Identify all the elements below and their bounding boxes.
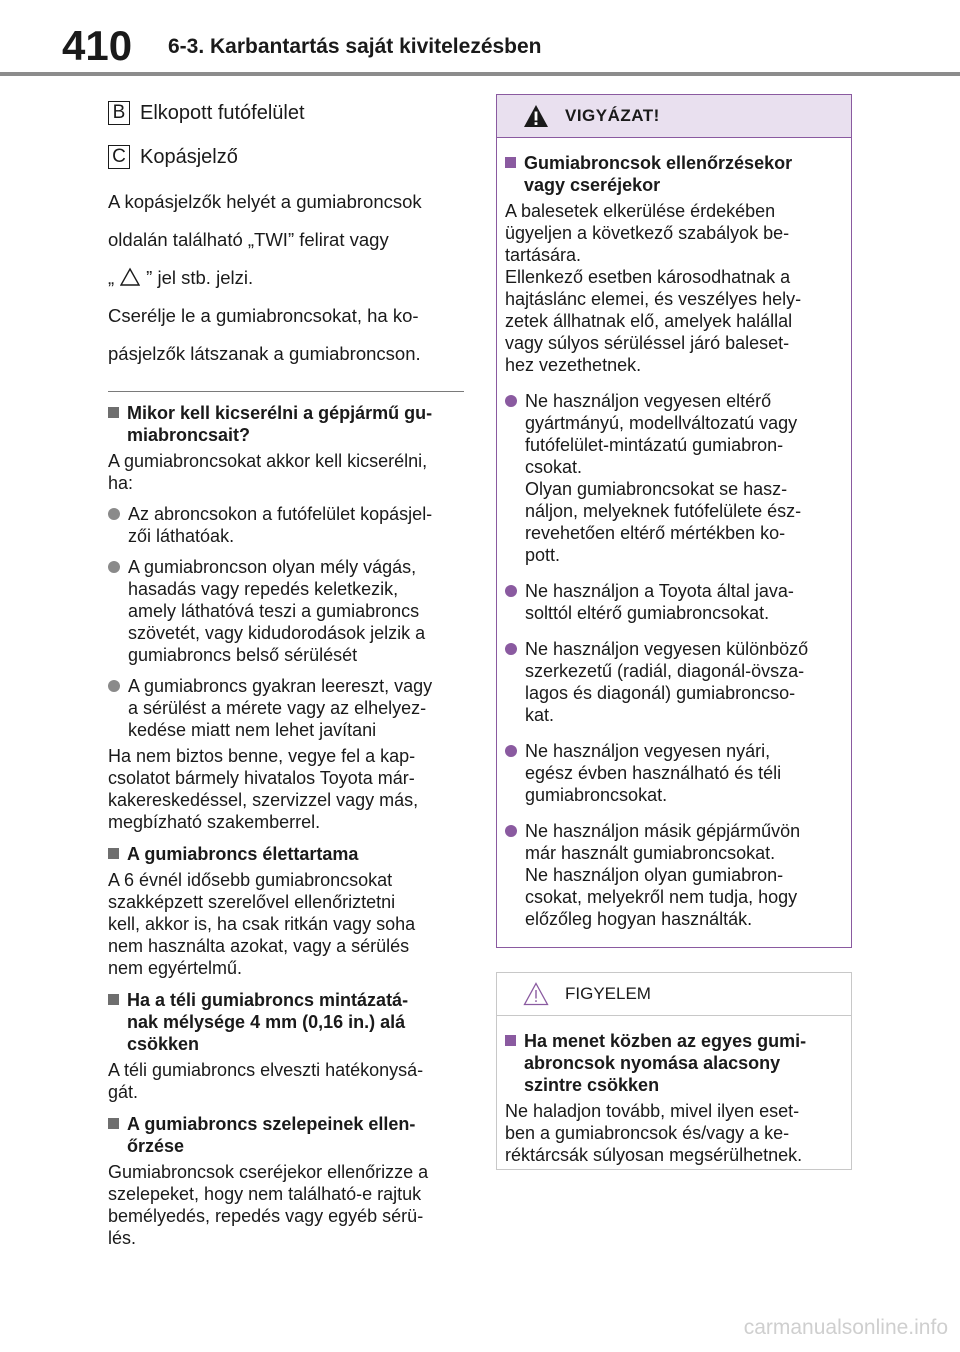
notice-text: Ne haladjon tovább, mivel ilyen eset- ben a gumiabroncsok és/vagy a ke- réktárcsák súlyosan megsérülhetnek. xyxy=(505,1101,803,1165)
warning-box xyxy=(496,94,852,948)
page-header xyxy=(0,0,960,80)
round-bullet-icon xyxy=(505,825,517,837)
list-item: A gumiabroncs gyakran leereszt, vagy a sérülést a mérete vagy az elhelyez- kedése miatt nem lehet javítani xyxy=(108,675,464,741)
section-heading: A gumiabroncs szelepeinek ellen- őrzése xyxy=(108,1113,464,1157)
list-item: Ne használjon vegyesen különböző szerkezetű (radiál, diagonál-övsza- lagos és diagonál) gumiabroncso- kat. xyxy=(505,638,841,726)
section-heading: Mikor kell kicserélni a gépjármű gu- miabroncsait? xyxy=(108,402,464,446)
label-c-text: Kopásjelző xyxy=(140,145,238,168)
list-item: A gumiabroncson olyan mély vágás, hasadás vagy repedés keletkezik, amely láthatóvá teszi a gumiabroncs szövetét, vagy kidudorodások jelzik a gumiabroncs belső sérülését xyxy=(108,556,464,666)
square-bullet-icon xyxy=(108,848,119,859)
square-bullet-icon xyxy=(108,1118,119,1129)
square-bullet-icon xyxy=(108,994,119,1005)
round-bullet-icon xyxy=(108,561,120,573)
round-bullet-icon xyxy=(108,680,120,692)
label-b-text: Elkopott futófelület xyxy=(140,101,305,124)
list-item: Ne használjon másik gépjárművön már használt gumiabroncsokat. Ne használjon olyan gumiabron- csokat, melyekről nem tudja, hogy előzőleg hogyan használták. xyxy=(505,820,841,930)
section-title: 6-3. Karbantartás saját kivitelezésben xyxy=(168,35,542,58)
list-item: Ne használjon a Toyota által java- solttól eltérő gumiabroncsokat. xyxy=(505,580,841,624)
warning-text: A balesetek elkerülése érdekében ügyeljen a következő szabályok be- tartására. Ellenkező esetben károsodhatnak a hajtáslánc elemei, és veszélyes hely- zetek állhatnak elő, amelyek halállal vagy súlyos sérüléssel járó baleset- hez vezethetnek. xyxy=(505,201,802,375)
warning-body xyxy=(497,138,851,930)
list-item: Ne használjon vegyesen nyári, egész évben használható és téli gumiabroncsokat. xyxy=(505,740,841,806)
intro-line: pásjelzők látszanak a gumiabroncson. xyxy=(108,343,421,364)
body-text: Gumiabroncsok cseréjekor ellenőrizze a szelepeket, hogy nem található-e rajtuk bemélyedés, repedés vagy egyéb sérü- lés. xyxy=(108,1162,429,1248)
body-text: A 6 évnél idősebb gumiabroncsokat szakképzett szerelővel ellenőriztetni kell, akkor is, ha csak ritkán vagy soha nem használta azokat, vagy a sérülés nem egyértelmű. xyxy=(108,870,416,978)
label-b-box: B xyxy=(108,101,130,125)
intro-paragraph xyxy=(108,186,464,369)
notice-box xyxy=(496,972,852,1170)
warning-title: VIGYÁZAT! xyxy=(565,106,660,125)
notice-triangle-icon xyxy=(523,982,549,1006)
notice-title: FIGYELEM xyxy=(565,984,651,1003)
round-bullet-icon xyxy=(108,508,120,520)
intro-line: A kopásjelzők helyét a gumiabroncsok xyxy=(108,191,422,212)
round-bullet-icon xyxy=(505,643,517,655)
section-heading: Ha a téli gumiabroncs mintázatá- nak mélysége 4 mm (0,16 in.) alá csökken xyxy=(108,989,464,1055)
triangle-symbol-icon xyxy=(120,267,140,287)
watermark: carmanualsonline.info xyxy=(743,1316,948,1339)
notice-header xyxy=(497,973,851,1016)
round-bullet-icon xyxy=(505,745,517,757)
notice-body xyxy=(497,1016,851,1166)
body-text: A téli gumiabroncs elveszti hatékonysá- gát. xyxy=(108,1060,424,1102)
label-c-row xyxy=(108,142,464,172)
intro-line: „ ” jel stb. jelzi. xyxy=(108,267,254,288)
warning-header xyxy=(497,95,851,138)
body-text: Ha nem biztos benne, vegye fel a kap- csolatot bármely hivatalos Toyota már- kakereskedéssel, szervizzel vagy más, megbízható szakemberrel. xyxy=(108,746,419,832)
square-bullet-icon xyxy=(505,1035,516,1046)
label-c-box: C xyxy=(108,145,130,169)
square-bullet-icon xyxy=(505,157,516,168)
label-b-row xyxy=(108,98,464,128)
warning-heading: Gumiabroncsok ellenőrzésekor vagy cseréjekor xyxy=(505,152,841,196)
left-column xyxy=(108,92,464,1249)
body-text: A gumiabroncsokat akkor kell kicserélni, ha: xyxy=(108,451,428,493)
round-bullet-icon xyxy=(505,395,517,407)
round-bullet-icon xyxy=(505,585,517,597)
square-bullet-icon xyxy=(108,407,119,418)
section-heading: A gumiabroncs élettartama xyxy=(108,843,464,865)
header-rule xyxy=(0,72,960,76)
list-item: Ne használjon vegyesen eltérő gyártmányú, modellváltozatú vagy futófelület-mintázatú gumiabron- csokat. Olyan gumiabroncsokat se hasz- náljon, melyeknek futófelülete ész- revehetően eltérő mértékben ko- pott. xyxy=(505,390,841,566)
notice-heading: Ha menet közben az egyes gumi- abroncsok nyomása alacsony szintre csökken xyxy=(505,1030,841,1096)
intro-line: Cserélje le a gumiabroncsokat, ha ko- xyxy=(108,305,419,326)
page-number: 410 xyxy=(62,22,133,69)
list-item: Az abroncsokon a futófelület kopásjel- zői láthatóak. xyxy=(108,503,464,547)
warning-triangle-icon xyxy=(523,104,549,128)
section-divider xyxy=(108,391,464,392)
intro-line: oldalán található „TWI” felirat vagy xyxy=(108,229,389,250)
